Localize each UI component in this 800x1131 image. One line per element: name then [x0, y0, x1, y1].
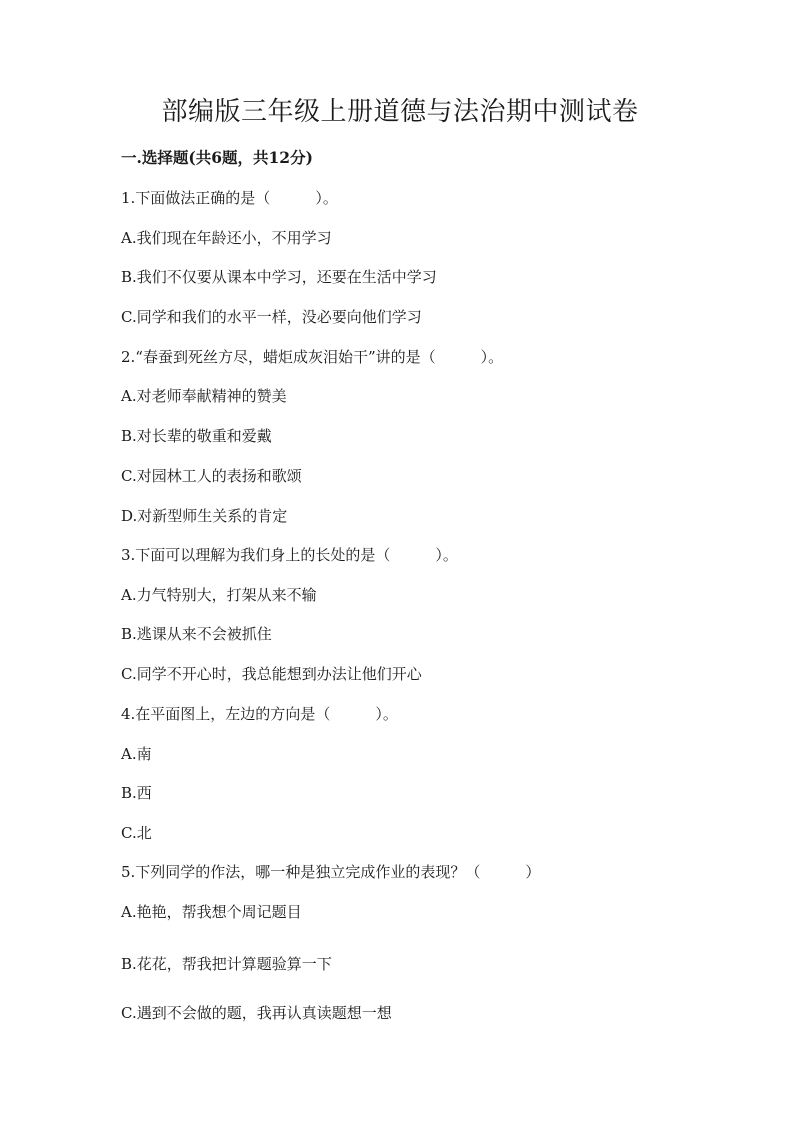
- question-3-option-c[interactable]: C.同学不开心时，我总能想到办法让他们开心: [121, 665, 422, 683]
- question-3-stem: 3.下面可以理解为我们身上的长处的是（ ）。: [121, 546, 458, 564]
- question-4-option-a[interactable]: A.南: [121, 745, 152, 763]
- question-1-option-b[interactable]: B.我们不仅要从课本中学习，还要在生活中学习: [121, 268, 437, 286]
- question-3-option-b[interactable]: B.逃课从来不会被抓住: [121, 625, 272, 643]
- question-4-option-b[interactable]: B.西: [121, 784, 152, 802]
- question-2-option-c[interactable]: C.对园林工人的表扬和歌颂: [121, 467, 302, 485]
- question-5-option-c[interactable]: C.遇到不会做的题，我再认真读题想一想: [121, 1004, 392, 1022]
- question-5-option-a[interactable]: A.艳艳，帮我想个周记题目: [121, 903, 302, 921]
- question-4-option-c[interactable]: C.北: [121, 824, 152, 842]
- question-5-stem: 5.下列同学的作法，哪一种是独立完成作业的表现？（ ）: [121, 863, 541, 881]
- question-2-stem: 2.“春蚕到死丝方尽，蜡炬成灰泪始干”讲的是（ ）。: [121, 348, 504, 366]
- question-2-option-b[interactable]: B.对长辈的敬重和爱戴: [121, 427, 272, 445]
- question-3-option-a[interactable]: A.力气特别大，打架从来不输: [121, 586, 317, 604]
- section-heading: 一.选择题(共6题，共12分): [121, 148, 313, 167]
- question-1-stem: 1.下面做法正确的是（ ）。: [121, 189, 338, 207]
- question-1-option-a[interactable]: A.我们现在年龄还小，不用学习: [121, 229, 332, 247]
- question-5-option-b[interactable]: B.花花，帮我把计算题验算一下: [121, 955, 332, 973]
- page-title: 部编版三年级上册道德与法治期中测试卷: [161, 97, 639, 127]
- question-2-option-d[interactable]: D.对新型师生关系的肯定: [121, 507, 288, 525]
- question-1-option-c[interactable]: C.同学和我们的水平一样，没必要向他们学习: [121, 308, 422, 326]
- question-4-stem: 4.在平面图上，左边的方向是（ ）。: [121, 705, 398, 723]
- question-2-option-a[interactable]: A.对老师奉献精神的赞美: [121, 387, 287, 405]
